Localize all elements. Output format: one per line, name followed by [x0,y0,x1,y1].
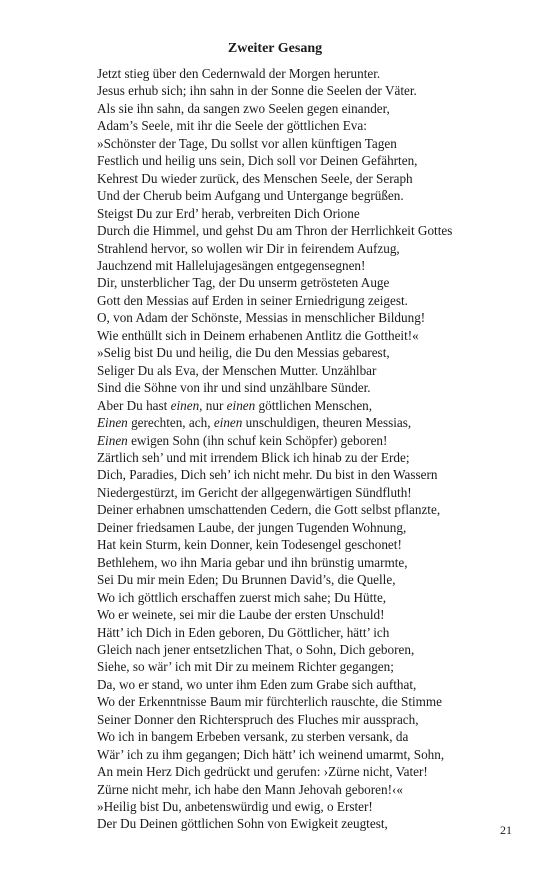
verse-line [97,240,542,257]
verse-line [97,728,542,745]
verse-line [97,135,542,152]
verse-line [97,432,542,449]
verse-line [97,589,542,606]
verse-segment: Gleich nach jener entsetzlichen That, o Sohn, Dich geboren, [97,641,415,657]
emphasized-word: Einen [97,432,128,448]
verse-segment: Und der Cherub beim Aufgang und Untergange begrüßen. [97,188,404,204]
verse-line [97,170,542,187]
verse-segment: »Selig bist Du und heilig, die Du den Messias gebarest, [97,345,390,361]
verse-segment: Aber Du hast [97,397,171,413]
verse-line [97,781,542,798]
verse-line [97,693,542,710]
verse-line [97,571,542,588]
verse-line [97,309,542,326]
verse-line [97,82,542,99]
verse-segment: Jesus erhub sich; ihn sahn in der Sonne die Seelen der Väter. [97,83,417,99]
verse-segment: Zärtlich seh’ und mit irrendem Blick ich hinab zu der Erde; [97,449,410,465]
verse-line [97,624,542,641]
verse-segment: »Schönster der Tage, Du sollst vor allen künftigen Tagen [97,135,397,151]
page-number: 21 [500,823,512,837]
verse-line [97,641,542,658]
verse-segment: Wo er weinete, sei mir die Laube der ersten Unschuld! [97,607,385,623]
verse-segment: Sei Du mir mein Eden; Du Brunnen David’s, die Quelle, [97,572,396,588]
verse-segment: Steigst Du zur Erd’ herab, verbreiten Dich Orione [97,205,360,221]
verse-line [97,205,542,222]
verse-segment: unschuldigen, theuren Messias, [242,415,412,431]
verse-segment: O, von Adam der Schönste, Messias in menschlicher Bildung! [97,310,426,326]
verse-segment: Bethlehem, wo ihn Maria gebar und ihn brünstig umarmte, [97,554,408,570]
verse-line [97,274,542,291]
verse-segment: Seliger Du als Eva, der Menschen Mutter. Unzählbar [97,362,377,378]
verse-segment: Da, wo er stand, wo unter ihm Eden zum Grabe sich aufthat, [97,676,417,692]
verse-line [97,484,542,501]
verse-line [97,606,542,623]
verse-line [97,327,542,344]
chapter-heading: Zweiter Gesang [227,41,323,56]
verse-line [97,466,542,483]
verse-segment: ewigen Sohn (ihn schuf kein Schöpfer) geboren! [127,432,388,448]
verse-segment: Niedergestürzt, im Gericht der allgegenwärtigen Sündfluth! [97,484,412,500]
verse-segment: Wo ich in bangem Erbeben versank, zu sterben versank, da [97,729,409,745]
verse-line [97,798,542,815]
verse-segment: Deiner friedsamen Laube, der jungen Tugenden Wohnung, [97,519,407,535]
verse-segment: Adam’s Seele, mit ihr die Seele der göttlichen Eva: [97,118,367,134]
verse-segment: Sind die Söhne von ihr und sind unzählbare Sünder. [97,380,371,396]
verse-line [97,815,542,832]
verse-line [97,763,542,780]
verse-segment: Gott den Messias auf Erden in seiner Erniedrigung zeigest. [97,292,408,308]
verse-segment: Als sie ihn sahn, da sangen zwo Seelen gegen einander, [97,100,390,116]
verse-segment: Siehe, so wär’ ich mit Dir zu meinem Richter gegangen; [97,659,394,675]
verse-line [97,292,542,309]
verse-segment: Durch die Himmel, und gehst Du am Thron der Herrlichkeit Gottes [97,223,453,239]
verse-segment: Strahlend hervor, so wollen wir Dir in feirendem Aufzug, [97,240,400,256]
emphasized-word: Einen [97,415,128,431]
verse-line [97,257,542,274]
verse-line [97,100,542,117]
verse-line [97,397,542,414]
verse-segment: Zürne nicht mehr, ich habe den Mann Jehovah geboren!‹« [97,781,403,797]
verse-segment: Jauchzend mit Hallelujagesängen entgegensegnen! [97,257,366,273]
verse-line [97,449,542,466]
verse-segment: Der Du Deinen göttlichen Sohn von Ewigkeit zeugtest, [97,816,388,832]
verse-line [97,222,542,239]
verse-segment: Wo der Erkenntnisse Baum mir fürchterlich rauschte, die Stimme [97,694,443,710]
verse-segment: Wie enthüllt sich in Deinem erhabenen Antlitz die Gottheit!« [97,327,419,343]
verse-segment: nur [202,397,227,413]
verse-line [97,554,542,571]
verse-line [97,414,542,431]
verse-segment: Hätt’ ich Dich in Eden geboren, Du Göttlicher, hätt’ ich [97,624,390,640]
verse-text [97,65,542,833]
emphasized-word: einen, [170,397,203,413]
verse-line [97,501,542,518]
emphasized-word: einen [213,415,243,431]
verse-segment: Wär’ ich zu ihm gegangen; Dich hätt’ ich weinend umarmt, Sohn, [97,746,445,762]
verse-line [97,344,542,361]
verse-line [97,676,542,693]
verse-segment: Hat kein Sturm, kein Donner, kein Todesengel geschonet! [97,537,402,553]
verse-segment: Jetzt stieg über den Cedernwald der Morgen herunter. [97,66,381,81]
verse-line [97,362,542,379]
verse-segment: Deiner erhabnen umschattenden Cedern, die Gott selbst pflanzte, [97,502,441,518]
verse-segment: An mein Herz Dich gedrückt und gerufen: ›Zürne nicht, Vater! [97,764,428,780]
verse-segment: Festlich und heilig uns sein, Dich soll vor Deinen Gefährten, [97,153,418,169]
verse-segment: Wo ich göttlich erschaffen zuerst mich sahe; Du Hütte, [97,589,387,605]
verse-line [97,536,542,553]
emphasized-word: einen [226,397,256,413]
verse-segment: Kehrest Du wieder zurück, des Menschen Seele, der Seraph [97,170,413,186]
verse-segment: gerechten, ach, [127,415,214,431]
verse-segment: Seiner Donner den Richterspruch des Fluches mir aussprach, [97,711,419,727]
verse-line [97,519,542,536]
verse-segment: göttlichen Menschen, [255,397,373,413]
verse-segment: »Heilig bist Du, anbetenswürdig und ewig, o Erster! [97,799,373,815]
verse-line [97,117,542,134]
verse-line [97,152,542,169]
verse-segment: Dich, Paradies, Dich seh’ ich nicht mehr. Du bist in den Wassern [97,467,438,483]
verse-line [97,711,542,728]
verse-segment: Dir, unsterblicher Tag, der Du unserm getrösteten Auge [97,275,390,291]
verse-line [97,746,542,763]
verse-line [97,658,542,675]
verse-line [97,65,542,82]
verse-line [97,187,542,204]
verse-line [97,379,542,396]
